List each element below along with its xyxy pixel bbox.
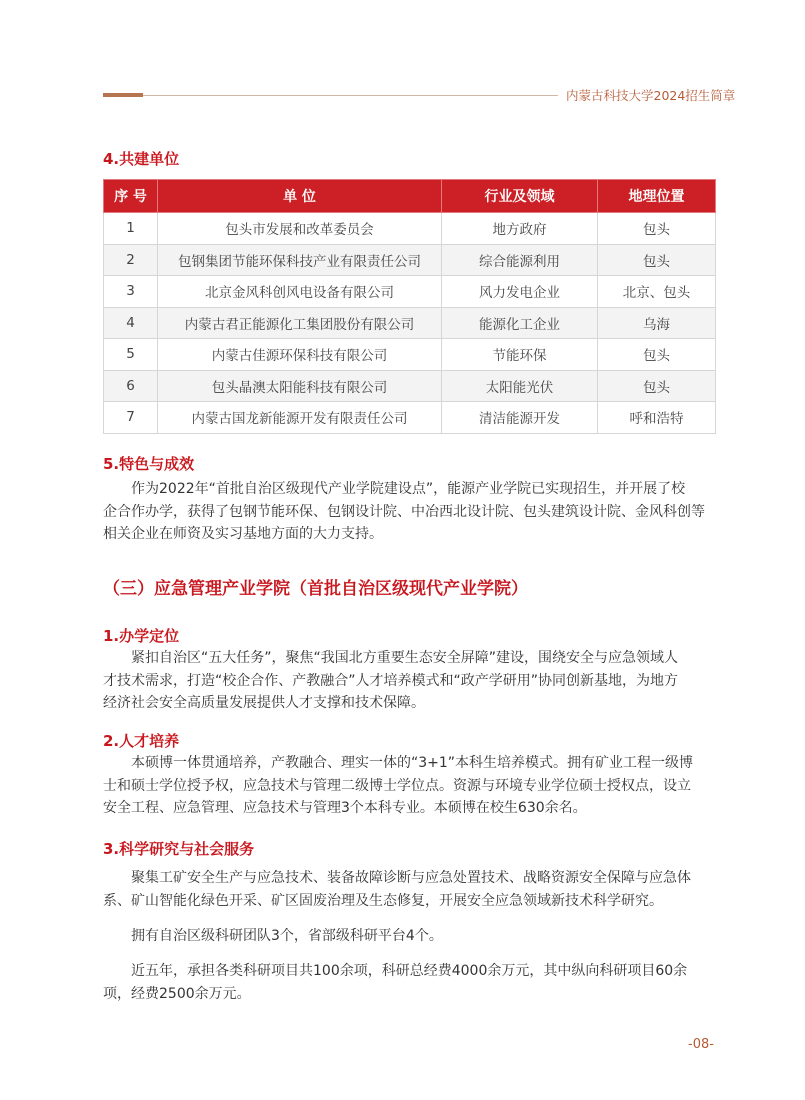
college-heading: （三）应急管理产业学院（首批自治区级现代产业学院） [103,579,528,599]
cell-industry: 太阳能光伏 [442,370,598,402]
header-accent-bar [103,93,143,97]
text-line: 项，经费2500余万元。 [103,985,251,1002]
cell-location: 北京、包头 [598,276,716,308]
table-row [104,339,716,371]
achievements-paragraph [103,478,715,546]
section-heading-achievements: 5.特色与成效 [103,455,195,473]
text-line: 相关企业在师资及实习基地方面的大力支持。 [103,526,383,542]
training-paragraph [103,752,715,820]
text-line: 安全工程、应急管理、应急技术与管理3个本科专业。本硕博在校生630余名。 [103,800,587,816]
cell-unit: 北京金风科创风电设备有限公司 [158,276,442,308]
text-line: 紧扣自治区“五大任务”，聚焦“我国北方重要生态安全屏障”建设，围绕安全与应急领域人 [131,650,679,666]
cell-number: 6 [104,370,158,402]
cell-location: 包头 [598,213,716,245]
table-row [104,276,716,308]
cell-location: 呼和浩特 [598,402,716,434]
cell-industry: 地方政府 [442,213,598,245]
cell-unit: 内蒙古君正能源化工集团股份有限公司 [158,307,442,339]
section-heading-research: 3.科学研究与社会服务 [103,840,255,858]
partners-table [103,179,716,434]
text-line: 系、矿山智能化绿色开采、矿区固废治理及生态修复，开展安全应急领域新技术科学研究。 [103,892,663,909]
text-line: 士和硕士学位授予权，应急技术与管理二级博士学位点。资源与环境专业学位硕士授权点，设立 [103,777,691,794]
col-header-unit: 单 位 [158,180,442,213]
text-line: 近五年，承担各类科研项目共100余项，科研总经费4000余万元，其中纵向科研项目60余 [131,963,688,979]
cell-number: 5 [104,339,158,371]
research-paragraph-3 [103,960,715,1005]
section-heading-partners: 4.共建单位 [103,150,180,168]
text-line: 才技术需求，打造“校企合作、产教融合”人才培养模式和“政产学研用”协同创新基地，为地方 [103,672,679,689]
text-line: 聚集工矿安全生产与应急技术、装备故障诊断与应急处置技术、战略资源安全保障与应急体 [131,870,691,886]
cell-unit: 内蒙古佳源环保科技有限公司 [158,339,442,371]
cell-industry: 节能环保 [442,339,598,371]
research-paragraph-1 [103,867,715,912]
text-line: 经济社会安全高质量发展提供人才支撑和技术保障。 [103,695,425,711]
table-row [104,244,716,276]
table-row [104,307,716,339]
text-line: 企合作办学，获得了包钢节能环保、包钢设计院、中冶西北设计院、包头建筑设计院、金风科创等 [103,503,705,520]
cell-industry: 综合能源利用 [442,244,598,276]
text-line: 本硕博一体贯通培养，产教融合、理实一体的“3+1”本科生培养模式。拥有矿业工程一级博 [131,755,694,771]
cell-number: 2 [104,244,158,276]
header-title: 内蒙古科技大学2024招生简章 [566,88,736,103]
table-row [104,370,716,402]
cell-industry: 清洁能源开发 [442,402,598,434]
text-line: 拥有自治区级科研团队3个，省部级科研平台4个。 [131,928,443,944]
section-heading-training: 2.人才培养 [103,732,180,750]
table-row [104,213,716,245]
research-paragraph-2 [103,925,715,948]
col-header-location: 地理位置 [598,180,716,213]
cell-number: 7 [104,402,158,434]
positioning-paragraph [103,647,715,715]
cell-number: 1 [104,213,158,245]
table-header-row [104,180,716,213]
col-header-number: 序 号 [104,180,158,213]
cell-unit: 包头晶澳太阳能科技有限公司 [158,370,442,402]
cell-unit: 内蒙古国龙新能源开发有限责任公司 [158,402,442,434]
cell-industry: 风力发电企业 [442,276,598,308]
cell-unit: 包头市发展和改革委员会 [158,213,442,245]
table-row [104,402,716,434]
header-rule [103,95,558,96]
text-line: 作为2022年“首批自治区级现代产业学院建设点”，能源产业学院已实现招生，并开展了校 [131,481,686,497]
cell-number: 3 [104,276,158,308]
page-number: -08- [688,1037,714,1052]
cell-location: 包头 [598,244,716,276]
cell-unit: 包钢集团节能环保科技产业有限责任公司 [158,244,442,276]
cell-location: 包头 [598,339,716,371]
cell-location: 包头 [598,370,716,402]
cell-industry: 能源化工企业 [442,307,598,339]
cell-number: 4 [104,307,158,339]
section-heading-positioning: 1.办学定位 [103,627,180,645]
col-header-industry: 行业及领域 [442,180,598,213]
cell-location: 乌海 [598,307,716,339]
